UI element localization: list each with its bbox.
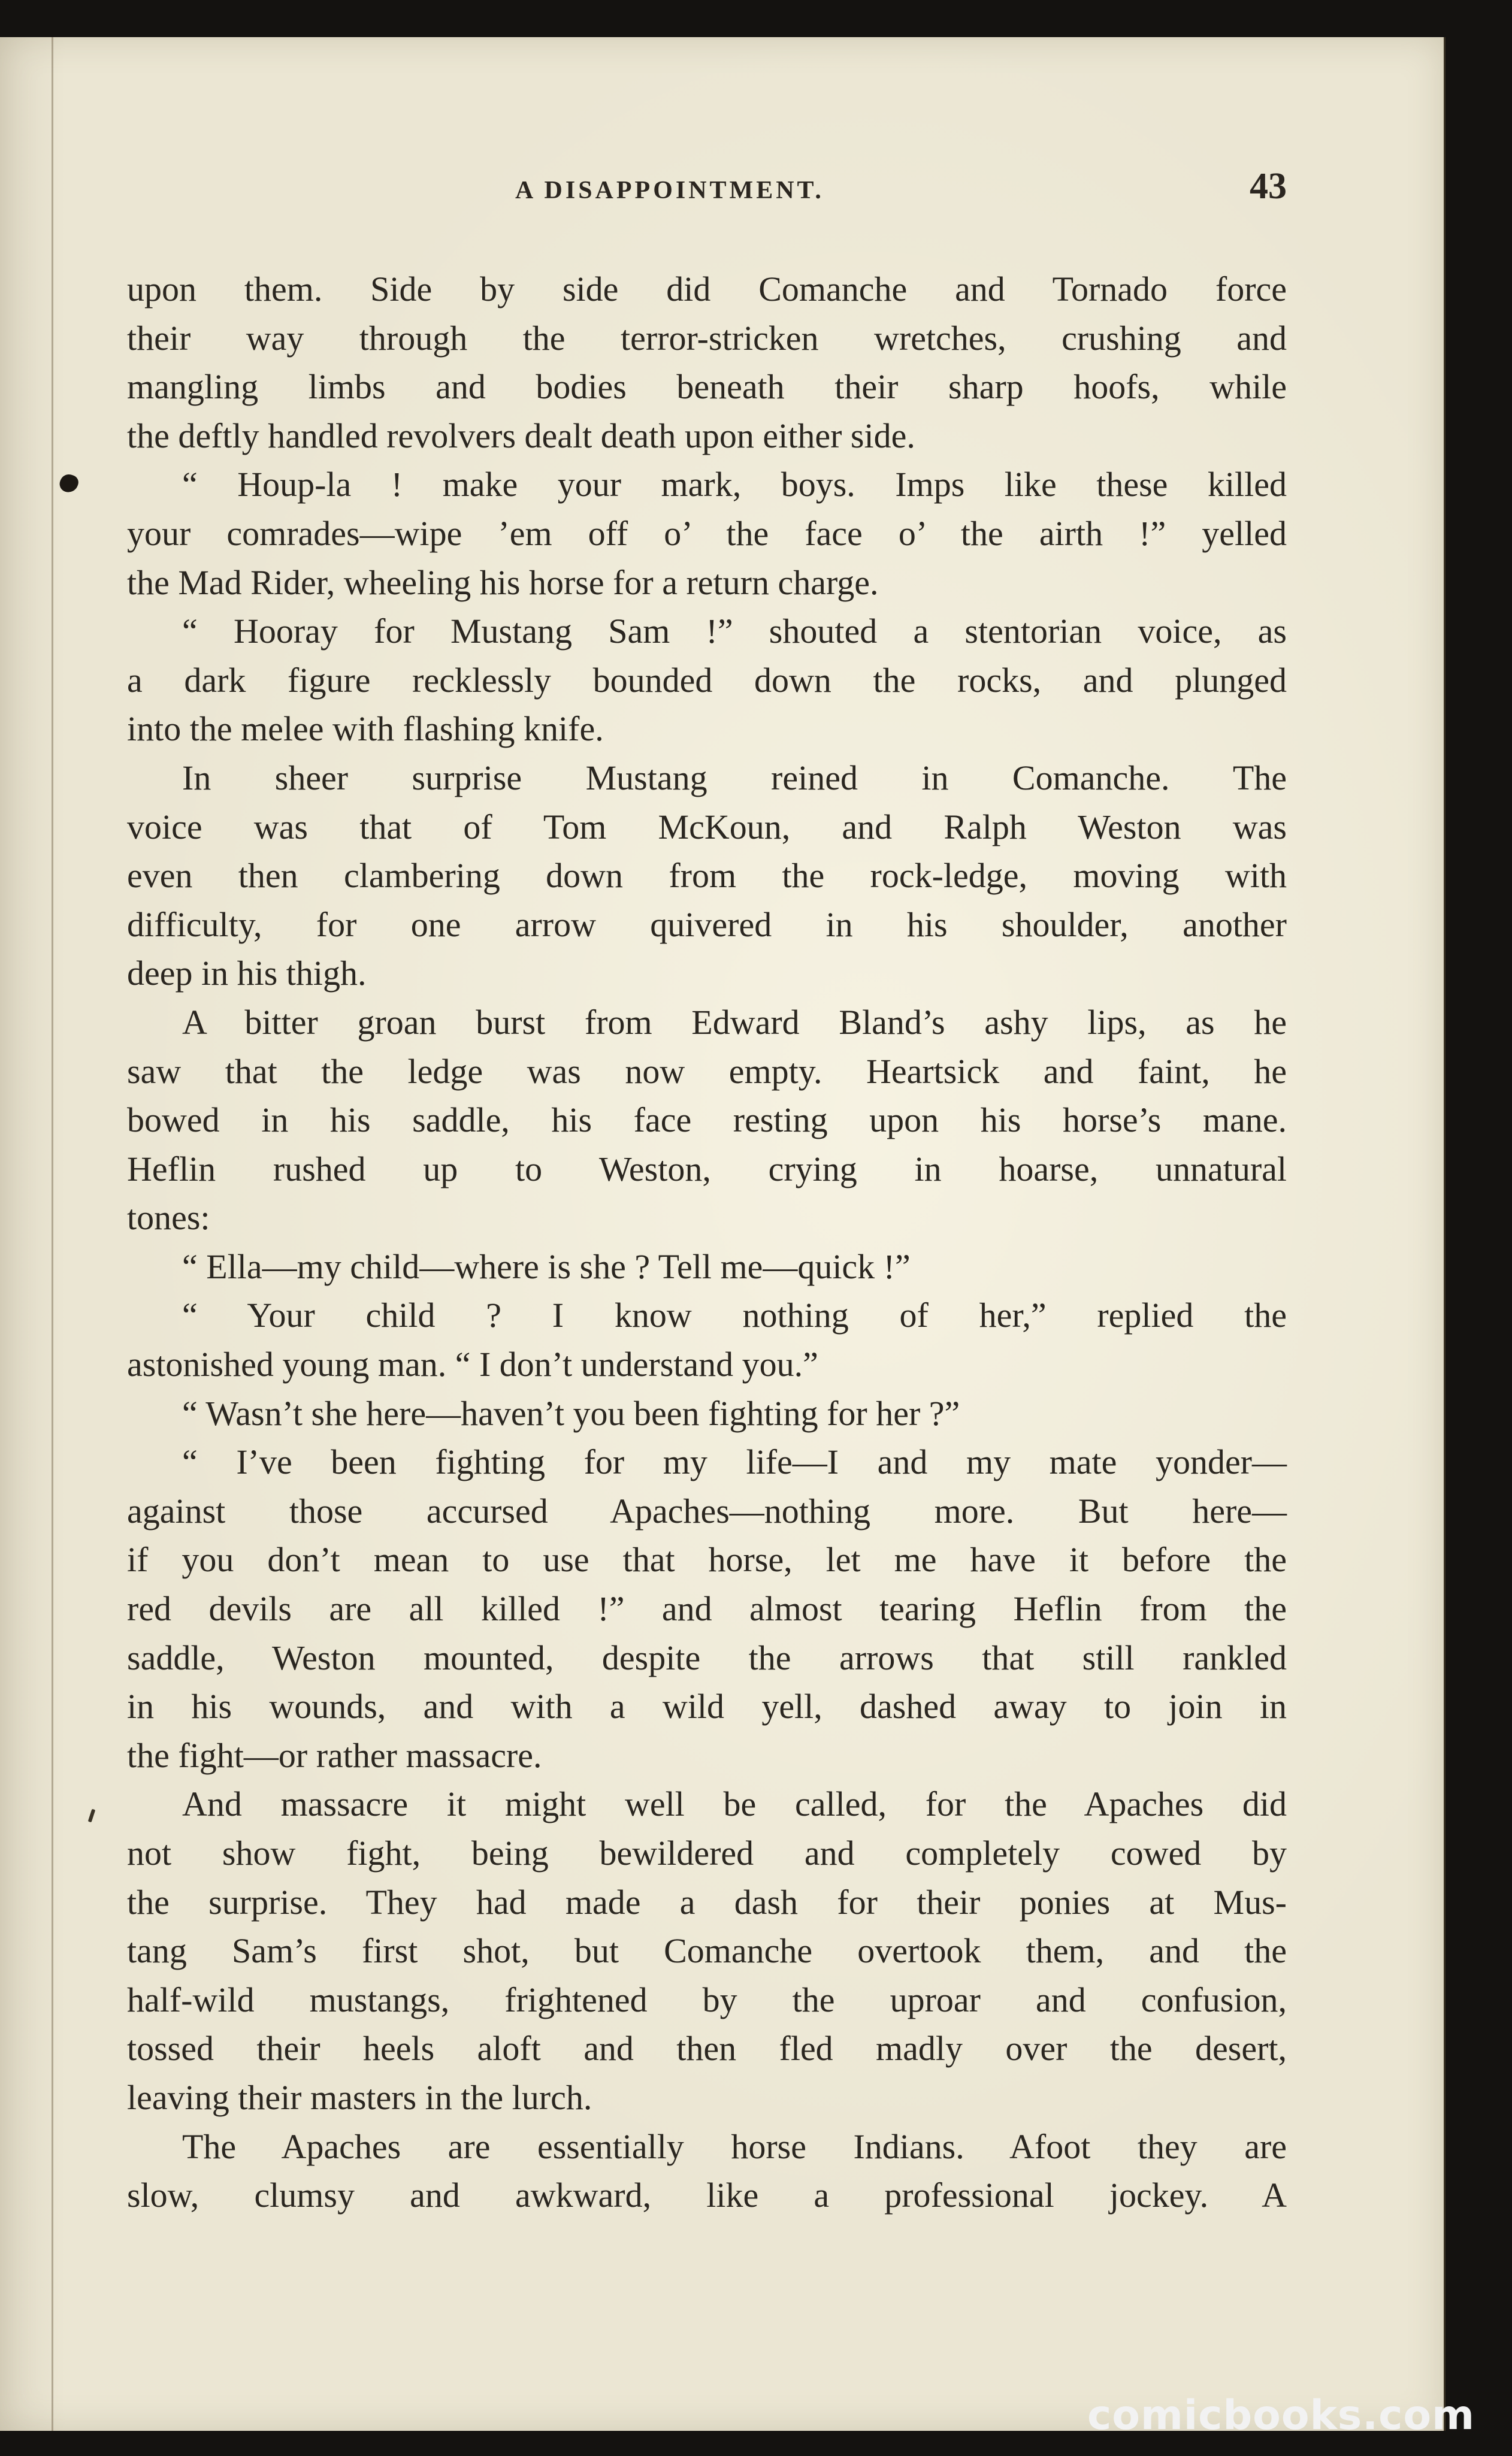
text-line: “ I’ve been fighting for my life—I and my mate yonder— [182,1442,1287,1482]
text-line: Heflin rushed up to Weston, crying in hoarse, unnatural [127,1149,1287,1188]
running-head: A DISAPPOINTMENT. [515,177,824,204]
site-watermark: comicbooks.com [1087,2392,1475,2439]
text-line: tossed their heels aloft and then fled madly over the desert, [127,2029,1287,2068]
text-line: the deftly handled revolvers dealt death upon either side. [127,416,915,455]
text-line: their way through the terror-stricken wretches, crushing and [127,318,1287,358]
body-text [127,265,1287,2220]
text-line: saddle, Weston mounted, despite the arrows that still rankled [127,1638,1287,1677]
text-line: mangling limbs and bodies beneath their sharp hoofs, while [127,367,1287,407]
text-line: In sheer surprise Mustang reined in Comanche. The [182,758,1287,797]
text-line: if you don’t mean to use that horse, let me have it before the [127,1540,1287,1580]
text-line: a dark figure recklessly bounded down the rocks, and plunged [127,660,1287,700]
text-line: voice was that of Tom McKoun, and Ralph Weston was [127,807,1287,846]
text-line: tones: [127,1198,210,1238]
text-line: “ Hooray for Mustang Sam !” shouted a stentorian voice, as [182,612,1287,651]
text-line: A bitter groan burst from Edward Bland’s ashy lips, as he [182,1002,1287,1042]
text-line: the surprise. They had made a dash for their ponies at Mus- [127,1882,1287,1922]
text-line: And massacre it might well be called, for the Apaches did [182,1784,1287,1824]
text-line: not show fight, being bewildered and completely cowed by [127,1834,1287,1873]
text-line: tang Sam’s first shot, but Comanche overtook them, and the [127,1931,1287,1971]
text-line: difficulty, for one arrow quivered in his shoulder, another [127,905,1287,944]
text-line: leaving their masters in the lurch. [127,2077,592,2117]
text-line: into the melee with flashing knife. [127,709,604,749]
text-line: slow, clumsy and awkward, like a professional jockey. A [127,2176,1287,2215]
binding-gutter [52,37,53,2431]
text-line: against those accursed Apaches—nothing more. But here— [127,1491,1287,1531]
text-line: half-wild mustangs, frightened by the uproar and confusion, [127,1980,1287,2019]
text-line: bowed in his saddle, his face resting upon his horse’s mane. [127,1100,1287,1140]
text-line: the Mad Rider, wheeling his horse for a return charge. [127,562,879,602]
text-line: red devils are all killed !” and almost tearing Heflin from the [127,1589,1287,1629]
text-line: deep in his thigh. [127,954,367,993]
page-number: 43 [1250,166,1287,207]
text-line: astonished young man. “ I don’t understand you.” [127,1345,818,1384]
text-line: saw that the ledge was now empty. Heartsick and faint, he [127,1051,1287,1091]
text-line: “ Your child ? I know nothing of her,” replied the [182,1296,1287,1335]
text-line: “ Wasn’t she here—haven’t you been fighting for her ?” [182,1393,960,1433]
text-line: in his wounds, and with a wild yell, dashed away to join in [127,1687,1287,1726]
text-line: the fight—or rather massacre. [127,1735,542,1775]
text-line: The Apaches are essentially horse Indians. Afoot they are [182,2127,1287,2166]
text-line: even then clambering down from the rock-ledge, moving with [127,856,1287,896]
text-line: your comrades—wipe ’em off o’ the face o’ the airth !” yelled [127,513,1287,553]
text-line: “ Ella—my child—where is she ? Tell me—quick !” [182,1247,911,1286]
text-line: “ Houp-la ! make your mark, boys. Imps like these killed [182,465,1287,504]
text-line: upon them. Side by side did Comanche and Tornado force [127,270,1287,308]
